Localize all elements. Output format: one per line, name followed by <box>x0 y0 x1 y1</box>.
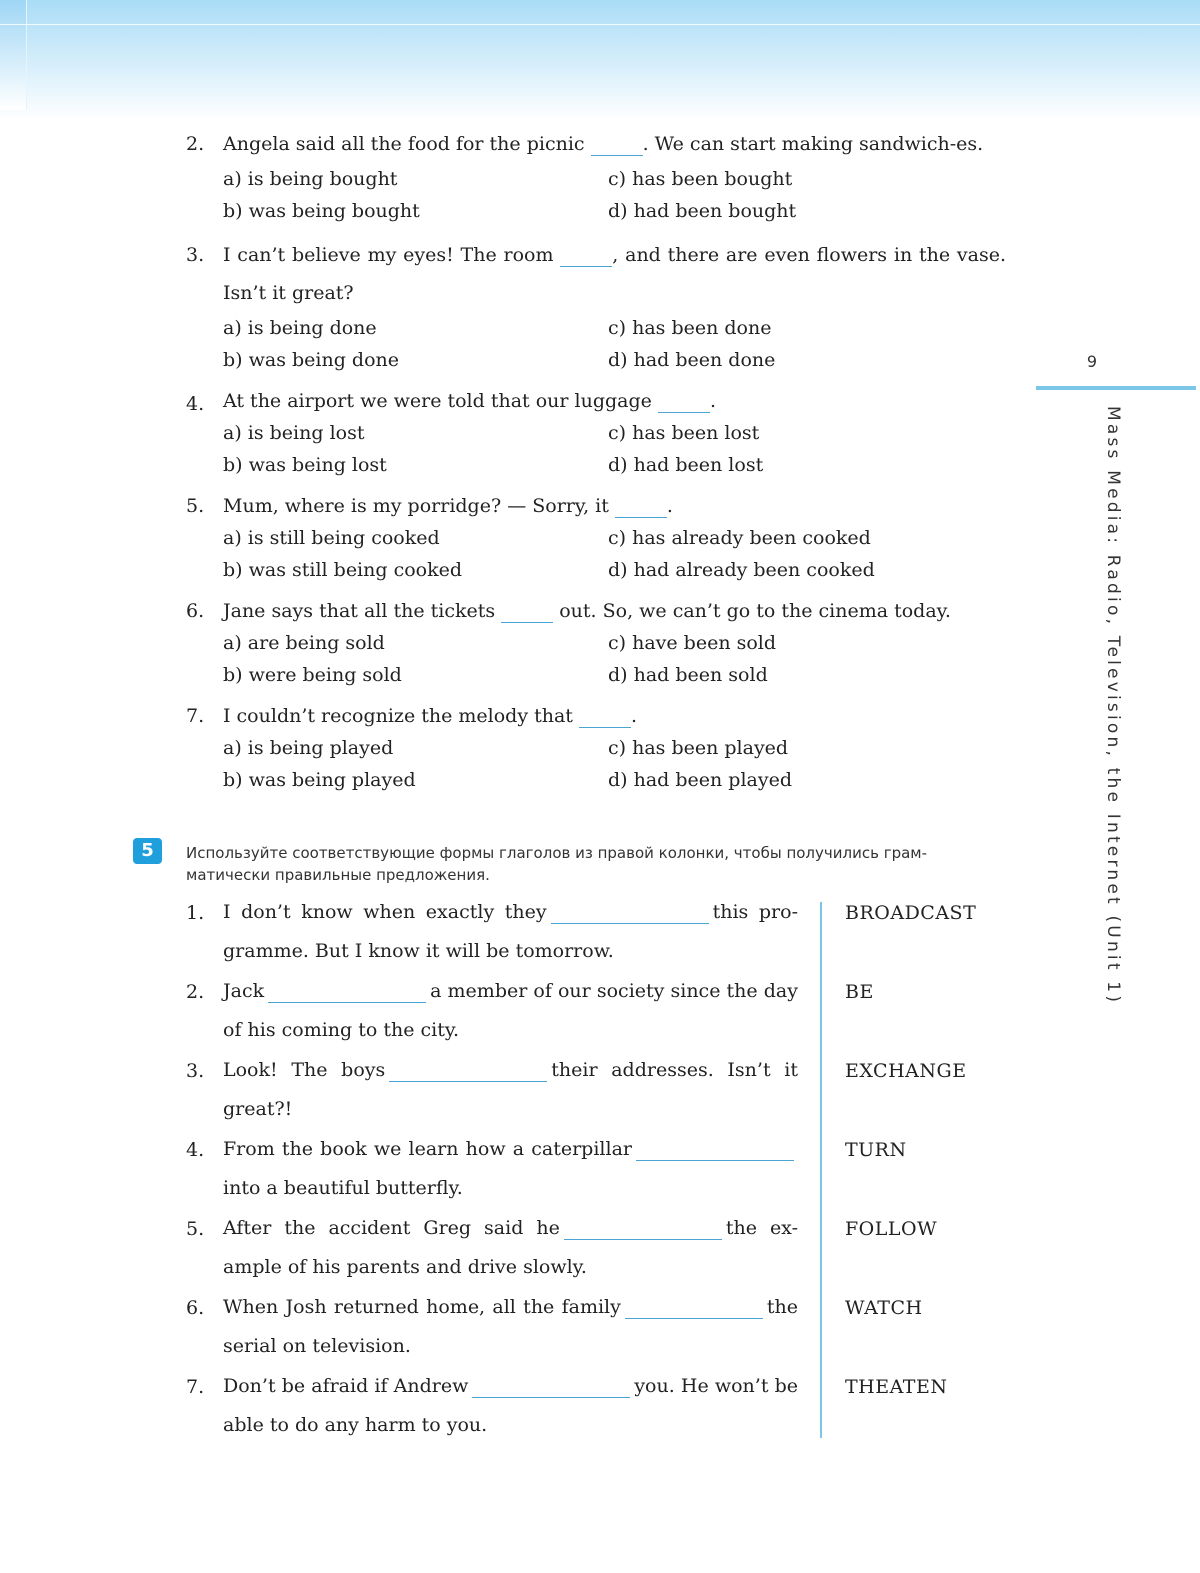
sentence-item <box>186 1209 798 1288</box>
sentence-number: 2. <box>186 981 205 1003</box>
answer-blank[interactable] <box>560 242 612 267</box>
column-divider <box>820 902 822 1438</box>
options <box>223 312 1006 376</box>
option-d[interactable]: d) had been sold <box>608 664 768 686</box>
verb-item: BROADCAST <box>845 902 977 924</box>
sentence-item <box>186 893 798 972</box>
question-stem: I can’t believe my eyes! The room , and there are even flowers in the vase. Isn’t it great? <box>223 244 1006 304</box>
question-stem: Jane says that all the tickets out. So, we can’t go to the cinema today. <box>223 600 951 622</box>
sentence-item <box>186 1130 798 1209</box>
option-b[interactable]: b) was being played <box>223 769 416 791</box>
option-a[interactable]: a) is being lost <box>223 422 365 444</box>
options <box>223 732 1006 796</box>
option-a[interactable]: a) is being played <box>223 737 394 759</box>
sentence-item <box>186 1051 798 1130</box>
question-7 <box>186 700 1006 796</box>
question-number: 2. <box>186 133 205 155</box>
option-d[interactable]: d) had been done <box>608 349 776 371</box>
verb-item: WATCH <box>845 1297 923 1319</box>
option-b[interactable]: b) was still being cooked <box>223 559 463 581</box>
sentence-number: 4. <box>186 1139 205 1161</box>
sentence-item <box>186 1288 798 1367</box>
option-d[interactable]: d) had been lost <box>608 454 764 476</box>
option-c[interactable]: c) has been done <box>608 317 772 339</box>
option-c[interactable]: c) has been bought <box>608 168 793 190</box>
sentence-text: From the book we learn how a caterpillarinto a beautiful butterfly. <box>223 1130 798 1208</box>
option-a[interactable]: a) is still being cooked <box>223 527 440 549</box>
options <box>223 417 1006 481</box>
question-number: 3. <box>186 244 205 266</box>
option-c[interactable]: c) has been lost <box>608 422 760 444</box>
verb-item: BE <box>845 981 874 1003</box>
verb-item: TURN <box>845 1139 907 1161</box>
question-4 <box>186 385 1006 481</box>
sentence-number: 5. <box>186 1218 205 1240</box>
exercise-5-sentences <box>186 893 798 1446</box>
question-stem: At the airport we were told that our luggage . <box>223 390 716 412</box>
answer-blank[interactable] <box>615 493 667 518</box>
answer-blank[interactable] <box>658 388 710 413</box>
sentence-item <box>186 972 798 1051</box>
answer-blank[interactable] <box>564 1217 722 1240</box>
sentence-text: I don’t know when exactly they this pro-gramme. But I know it will be tomorrow. <box>223 901 798 962</box>
answer-blank[interactable] <box>636 1138 794 1161</box>
sentence-number: 6. <box>186 1297 205 1319</box>
sentence-number: 3. <box>186 1060 205 1082</box>
options <box>223 163 1006 227</box>
question-stem: Mum, where is my porridge? — Sorry, it . <box>223 495 673 517</box>
side-rule <box>1036 386 1196 390</box>
answer-blank[interactable] <box>551 901 709 924</box>
option-b[interactable]: b) was being bought <box>223 200 420 222</box>
options <box>223 522 1006 586</box>
answer-blank[interactable] <box>625 1296 763 1319</box>
sentence-item <box>186 1367 798 1446</box>
option-a[interactable]: a) is being done <box>223 317 377 339</box>
question-number: 4. <box>186 393 205 415</box>
option-c[interactable]: c) have been sold <box>608 632 777 654</box>
question-3 <box>186 236 1006 376</box>
verb-item: THEATEN <box>845 1376 948 1398</box>
option-a[interactable]: a) are being sold <box>223 632 385 654</box>
exercise-number-badge: 5 <box>133 838 162 864</box>
option-b[interactable]: b) was being done <box>223 349 400 371</box>
sentence-text: Jack a member of our society since the day of his coming to the city. <box>223 980 798 1041</box>
sentence-number: 1. <box>186 902 205 924</box>
sentence-text: Look! The boys their addresses. Isn’t it great?! <box>223 1059 798 1120</box>
question-stem: Angela said all the food for the picnic . We can start making sandwich-es. <box>223 133 984 155</box>
verb-item: FOLLOW <box>845 1218 938 1240</box>
question-stem: I couldn’t recognize the melody that . <box>223 705 638 727</box>
answer-blank[interactable] <box>472 1375 630 1398</box>
answer-blank[interactable] <box>389 1059 547 1082</box>
verb-item: EXCHANGE <box>845 1060 967 1082</box>
answer-blank[interactable] <box>591 131 643 156</box>
option-c[interactable]: c) has been played <box>608 737 789 759</box>
question-number: 6. <box>186 600 205 622</box>
answer-blank[interactable] <box>268 980 426 1003</box>
verb-column <box>845 893 1045 1446</box>
exercise-4 <box>186 125 1006 796</box>
sentence-text: Don’t be afraid if Andrew you. He won’t be able to do any harm to you. <box>223 1375 798 1436</box>
answer-blank[interactable] <box>579 703 631 728</box>
options <box>223 627 1006 691</box>
question-number: 5. <box>186 495 205 517</box>
unit-title: Mass Media: Radio, Television, the Internet (Unit 1) <box>1103 406 1123 1006</box>
sentence-text: After the accident Greg said he the ex-ample of his parents and drive slowly. <box>223 1217 798 1278</box>
page-number: 9 <box>1086 352 1098 371</box>
question-5 <box>186 490 1006 586</box>
question-number: 7. <box>186 705 205 727</box>
answer-blank[interactable] <box>501 598 553 623</box>
option-c[interactable]: c) has already been cooked <box>608 527 871 549</box>
option-d[interactable]: d) had been bought <box>608 200 797 222</box>
option-d[interactable]: d) had already been cooked <box>608 559 875 581</box>
option-b[interactable]: b) was being lost <box>223 454 387 476</box>
exercise-instruction: Используйте соответствующие формы глаголов из правой колонки, чтобы получились грам-матически правильные предложения. <box>186 844 928 884</box>
header-band <box>0 0 1200 120</box>
question-2 <box>186 125 1006 227</box>
sentence-number: 7. <box>186 1376 205 1398</box>
sentence-text: When Josh returned home, all the family the serial on television. <box>223 1296 798 1357</box>
option-b[interactable]: b) were being sold <box>223 664 402 686</box>
option-a[interactable]: a) is being bought <box>223 168 398 190</box>
question-6 <box>186 595 1006 691</box>
option-d[interactable]: d) had been played <box>608 769 793 791</box>
